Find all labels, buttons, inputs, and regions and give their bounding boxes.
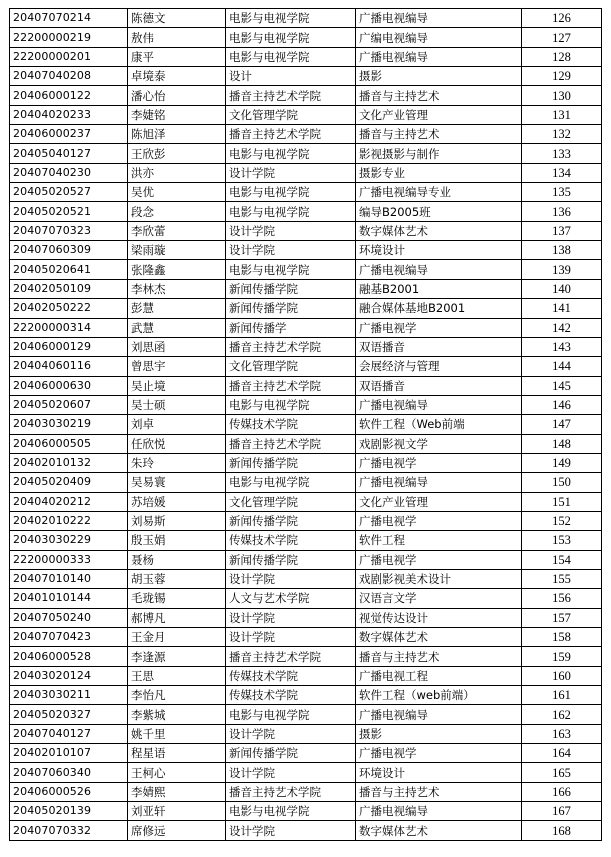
student-name-cell: 姚千里	[128, 724, 226, 743]
sequence-number-cell: 130	[522, 86, 602, 105]
table-row	[10, 705, 602, 724]
student-id-cell: 20407050240	[10, 608, 128, 627]
student-name-cell: 苏培媛	[128, 492, 226, 511]
major-cell: 数字媒体艺术	[356, 221, 522, 240]
major-cell: 编导B2005班	[356, 202, 522, 221]
student-id-cell: 20406000505	[10, 434, 128, 453]
student-id-cell: 22200000201	[10, 47, 128, 66]
table-row	[10, 279, 602, 298]
student-id-cell: 20402010107	[10, 744, 128, 763]
sequence-number-cell: 126	[522, 9, 602, 28]
table-row	[10, 802, 602, 821]
student-id-cell: 22200000333	[10, 550, 128, 569]
sequence-number-cell: 154	[522, 550, 602, 569]
sequence-number-cell: 128	[522, 47, 602, 66]
student-name-cell: 陈旭泽	[128, 125, 226, 144]
student-name-cell: 吴优	[128, 183, 226, 202]
sequence-number-cell: 141	[522, 299, 602, 318]
student-id-cell: 20407060340	[10, 763, 128, 782]
student-id-cell: 22200000219	[10, 28, 128, 47]
table-row	[10, 28, 602, 47]
student-name-cell: 聂杨	[128, 550, 226, 569]
student-name-cell: 段念	[128, 202, 226, 221]
college-cell: 设计学院	[226, 821, 356, 840]
sequence-number-cell: 148	[522, 434, 602, 453]
student-id-cell: 20405020527	[10, 183, 128, 202]
sequence-number-cell: 160	[522, 666, 602, 685]
major-cell: 播音与主持艺术	[356, 86, 522, 105]
major-cell: 广播电视学	[356, 453, 522, 472]
major-cell: 播音与主持艺术	[356, 125, 522, 144]
table-row	[10, 569, 602, 588]
table-row	[10, 395, 602, 414]
sequence-number-cell: 152	[522, 511, 602, 530]
student-name-cell: 朱玲	[128, 453, 226, 472]
major-cell: 融合媒体基地B2001	[356, 299, 522, 318]
major-cell: 软件工程（web前端）	[356, 686, 522, 705]
major-cell: 数字媒体艺术	[356, 628, 522, 647]
sequence-number-cell: 146	[522, 395, 602, 414]
sequence-number-cell: 132	[522, 125, 602, 144]
major-cell: 广播电视学	[356, 511, 522, 530]
student-name-cell: 吴止境	[128, 376, 226, 395]
table-row	[10, 589, 602, 608]
major-cell: 文化产业管理	[356, 492, 522, 511]
college-cell: 电影与电视学院	[226, 395, 356, 414]
college-cell: 电影与电视学院	[226, 183, 356, 202]
sequence-number-cell: 162	[522, 705, 602, 724]
student-name-cell: 卓境泰	[128, 67, 226, 86]
college-cell: 新闻传播学院	[226, 453, 356, 472]
student-id-cell: 20407070423	[10, 628, 128, 647]
student-id-cell: 20402050222	[10, 299, 128, 318]
sequence-number-cell: 157	[522, 608, 602, 627]
student-id-cell: 20405020139	[10, 802, 128, 821]
college-cell: 设计学院	[226, 724, 356, 743]
student-id-cell: 20406000129	[10, 337, 128, 356]
student-name-cell: 李婕铭	[128, 105, 226, 124]
student-id-cell: 20402010222	[10, 511, 128, 530]
sequence-number-cell: 138	[522, 241, 602, 260]
student-name-cell: 张隆鑫	[128, 260, 226, 279]
student-name-cell: 刘卓	[128, 415, 226, 434]
student-name-cell: 李林杰	[128, 279, 226, 298]
sequence-number-cell: 136	[522, 202, 602, 221]
major-cell: 播音与主持艺术	[356, 782, 522, 801]
sequence-number-cell: 165	[522, 763, 602, 782]
student-name-cell: 王欣彭	[128, 144, 226, 163]
student-name-cell: 席修远	[128, 821, 226, 840]
sequence-number-cell: 147	[522, 415, 602, 434]
college-cell: 新闻传播学院	[226, 550, 356, 569]
student-name-cell: 吴士硕	[128, 395, 226, 414]
table-row	[10, 299, 602, 318]
college-cell: 新闻传播学院	[226, 299, 356, 318]
table-row	[10, 144, 602, 163]
sequence-number-cell: 163	[522, 724, 602, 743]
table-row	[10, 628, 602, 647]
student-name-cell: 李婧熙	[128, 782, 226, 801]
major-cell: 广播电视编导	[356, 47, 522, 66]
college-cell: 播音主持艺术学院	[226, 647, 356, 666]
table-row	[10, 763, 602, 782]
college-cell: 新闻传播学院	[226, 511, 356, 530]
major-cell: 广播电视编导	[356, 802, 522, 821]
sequence-number-cell: 140	[522, 279, 602, 298]
sequence-number-cell: 167	[522, 802, 602, 821]
student-id-cell: 22200000314	[10, 318, 128, 337]
sequence-number-cell: 127	[522, 28, 602, 47]
roster-table	[9, 8, 602, 841]
major-cell: 广播电视编导	[356, 473, 522, 492]
major-cell: 广播电视编导专业	[356, 183, 522, 202]
student-name-cell: 王柯心	[128, 763, 226, 782]
college-cell: 播音主持艺术学院	[226, 782, 356, 801]
sequence-number-cell: 131	[522, 105, 602, 124]
major-cell: 影视摄影与制作	[356, 144, 522, 163]
major-cell: 双语播音	[356, 376, 522, 395]
student-id-cell: 20407010140	[10, 569, 128, 588]
sequence-number-cell: 168	[522, 821, 602, 840]
major-cell: 广播电视编导	[356, 260, 522, 279]
student-name-cell: 李欣蕾	[128, 221, 226, 240]
table-row	[10, 550, 602, 569]
student-id-cell: 20406000237	[10, 125, 128, 144]
student-name-cell: 李怡凡	[128, 686, 226, 705]
student-id-cell: 20402010132	[10, 453, 128, 472]
sequence-number-cell: 149	[522, 453, 602, 472]
sequence-number-cell: 139	[522, 260, 602, 279]
table-row	[10, 608, 602, 627]
student-id-cell: 20403030219	[10, 415, 128, 434]
college-cell: 电影与电视学院	[226, 802, 356, 821]
major-cell: 数字媒体艺术	[356, 821, 522, 840]
sequence-number-cell: 155	[522, 569, 602, 588]
college-cell: 播音主持艺术学院	[226, 376, 356, 395]
college-cell: 设计学院	[226, 241, 356, 260]
major-cell: 广编电视编导	[356, 28, 522, 47]
table-row	[10, 125, 602, 144]
college-cell: 电影与电视学院	[226, 144, 356, 163]
major-cell: 环境设计	[356, 763, 522, 782]
major-cell: 广播电视学	[356, 744, 522, 763]
student-name-cell: 李紫城	[128, 705, 226, 724]
college-cell: 新闻传播学院	[226, 279, 356, 298]
student-id-cell: 20406000630	[10, 376, 128, 395]
table-row	[10, 337, 602, 356]
sequence-number-cell: 137	[522, 221, 602, 240]
major-cell: 会展经济与管理	[356, 357, 522, 376]
major-cell: 广播电视学	[356, 318, 522, 337]
student-id-cell: 20405020409	[10, 473, 128, 492]
student-id-cell: 20407070323	[10, 221, 128, 240]
student-name-cell: 毛珑锡	[128, 589, 226, 608]
major-cell: 摄影专业	[356, 163, 522, 182]
sequence-number-cell: 156	[522, 589, 602, 608]
major-cell: 播音与主持艺术	[356, 647, 522, 666]
major-cell: 软件工程（Web前端	[356, 415, 522, 434]
student-id-cell: 20404020212	[10, 492, 128, 511]
table-row	[10, 202, 602, 221]
student-id-cell: 20404060116	[10, 357, 128, 376]
student-id-cell: 20407040230	[10, 163, 128, 182]
table-row	[10, 492, 602, 511]
table-row	[10, 744, 602, 763]
table-row	[10, 9, 602, 28]
student-name-cell: 潘心怡	[128, 86, 226, 105]
college-cell: 设计学院	[226, 763, 356, 782]
major-cell: 摄影	[356, 724, 522, 743]
college-cell: 人文与艺术学院	[226, 589, 356, 608]
sequence-number-cell: 129	[522, 67, 602, 86]
table-row	[10, 647, 602, 666]
table-row	[10, 782, 602, 801]
college-cell: 设计	[226, 67, 356, 86]
roster-table-body	[10, 9, 602, 841]
college-cell: 传媒技术学院	[226, 415, 356, 434]
college-cell: 新闻传播学	[226, 318, 356, 337]
student-id-cell: 20404020233	[10, 105, 128, 124]
table-row	[10, 67, 602, 86]
college-cell: 播音主持艺术学院	[226, 125, 356, 144]
table-row	[10, 105, 602, 124]
sequence-number-cell: 134	[522, 163, 602, 182]
student-name-cell: 刘易斯	[128, 511, 226, 530]
sequence-number-cell: 133	[522, 144, 602, 163]
student-id-cell: 20405040127	[10, 144, 128, 163]
college-cell: 新闻传播学院	[226, 744, 356, 763]
college-cell: 播音主持艺术学院	[226, 86, 356, 105]
student-id-cell: 20405020641	[10, 260, 128, 279]
table-row	[10, 473, 602, 492]
sequence-number-cell: 135	[522, 183, 602, 202]
table-row	[10, 163, 602, 182]
college-cell: 传媒技术学院	[226, 531, 356, 550]
student-name-cell: 曾思宇	[128, 357, 226, 376]
major-cell: 环境设计	[356, 241, 522, 260]
table-row	[10, 241, 602, 260]
student-name-cell: 梁雨璇	[128, 241, 226, 260]
student-name-cell: 殷玉娟	[128, 531, 226, 550]
major-cell: 广播电视工程	[356, 666, 522, 685]
student-id-cell: 20407060309	[10, 241, 128, 260]
student-id-cell: 20406000122	[10, 86, 128, 105]
student-name-cell: 郝博凡	[128, 608, 226, 627]
table-row	[10, 318, 602, 337]
college-cell: 电影与电视学院	[226, 705, 356, 724]
college-cell: 电影与电视学院	[226, 28, 356, 47]
college-cell: 设计学院	[226, 569, 356, 588]
student-id-cell: 20406000526	[10, 782, 128, 801]
major-cell: 摄影	[356, 67, 522, 86]
student-name-cell: 刘思函	[128, 337, 226, 356]
student-name-cell: 吴易寰	[128, 473, 226, 492]
student-name-cell: 王金月	[128, 628, 226, 647]
college-cell: 传媒技术学院	[226, 686, 356, 705]
college-cell: 电影与电视学院	[226, 202, 356, 221]
table-row	[10, 724, 602, 743]
student-id-cell: 20405020327	[10, 705, 128, 724]
college-cell: 文化管理学院	[226, 492, 356, 511]
table-row	[10, 357, 602, 376]
student-name-cell: 洪亦	[128, 163, 226, 182]
student-name-cell: 胡玉蓉	[128, 569, 226, 588]
student-id-cell: 20406000528	[10, 647, 128, 666]
table-row	[10, 221, 602, 240]
table-row	[10, 666, 602, 685]
college-cell: 设计学院	[226, 163, 356, 182]
major-cell: 双语播音	[356, 337, 522, 356]
college-cell: 设计学院	[226, 628, 356, 647]
major-cell: 广播电视编导	[356, 705, 522, 724]
college-cell: 播音主持艺术学院	[226, 434, 356, 453]
student-id-cell: 20407040208	[10, 67, 128, 86]
sequence-number-cell: 150	[522, 473, 602, 492]
sequence-number-cell: 159	[522, 647, 602, 666]
sequence-number-cell: 164	[522, 744, 602, 763]
sequence-number-cell: 151	[522, 492, 602, 511]
college-cell: 播音主持艺术学院	[226, 337, 356, 356]
college-cell: 电影与电视学院	[226, 47, 356, 66]
major-cell: 软件工程	[356, 531, 522, 550]
student-id-cell: 20407070332	[10, 821, 128, 840]
table-row	[10, 453, 602, 472]
major-cell: 广播电视编导	[356, 395, 522, 414]
student-name-cell: 康平	[128, 47, 226, 66]
student-id-cell: 20405020607	[10, 395, 128, 414]
student-name-cell: 彭慧	[128, 299, 226, 318]
student-id-cell: 20407070214	[10, 9, 128, 28]
table-row	[10, 686, 602, 705]
student-id-cell: 20402050109	[10, 279, 128, 298]
student-name-cell: 王思	[128, 666, 226, 685]
student-name-cell: 敖伟	[128, 28, 226, 47]
college-cell: 设计学院	[226, 608, 356, 627]
major-cell: 戏剧影视美术设计	[356, 569, 522, 588]
major-cell: 戏剧影视文学	[356, 434, 522, 453]
student-name-cell: 任欣悦	[128, 434, 226, 453]
major-cell: 视觉传达设计	[356, 608, 522, 627]
college-cell: 文化管理学院	[226, 105, 356, 124]
sequence-number-cell: 143	[522, 337, 602, 356]
student-name-cell: 陈德文	[128, 9, 226, 28]
table-row	[10, 531, 602, 550]
sequence-number-cell: 166	[522, 782, 602, 801]
college-cell: 文化管理学院	[226, 357, 356, 376]
college-cell: 传媒技术学院	[226, 666, 356, 685]
student-name-cell: 武慧	[128, 318, 226, 337]
table-row	[10, 47, 602, 66]
major-cell: 融基B2001	[356, 279, 522, 298]
student-id-cell: 20401010144	[10, 589, 128, 608]
roster-sheet	[9, 8, 601, 841]
student-id-cell: 20405020521	[10, 202, 128, 221]
college-cell: 电影与电视学院	[226, 9, 356, 28]
table-row	[10, 434, 602, 453]
college-cell: 电影与电视学院	[226, 473, 356, 492]
sequence-number-cell: 158	[522, 628, 602, 647]
sequence-number-cell: 144	[522, 357, 602, 376]
sequence-number-cell: 161	[522, 686, 602, 705]
student-id-cell: 20403030211	[10, 686, 128, 705]
student-id-cell: 20403030229	[10, 531, 128, 550]
table-row	[10, 260, 602, 279]
table-row	[10, 376, 602, 395]
student-id-cell: 20407040127	[10, 724, 128, 743]
table-row	[10, 86, 602, 105]
major-cell: 汉语言文学	[356, 589, 522, 608]
student-id-cell: 20403020124	[10, 666, 128, 685]
student-name-cell: 刘亚轩	[128, 802, 226, 821]
major-cell: 文化产业管理	[356, 105, 522, 124]
college-cell: 设计学院	[226, 221, 356, 240]
sequence-number-cell: 142	[522, 318, 602, 337]
major-cell: 广播电视编导	[356, 9, 522, 28]
sequence-number-cell: 153	[522, 531, 602, 550]
student-name-cell: 程星语	[128, 744, 226, 763]
college-cell: 电影与电视学院	[226, 260, 356, 279]
table-row	[10, 183, 602, 202]
table-row	[10, 821, 602, 840]
student-name-cell: 李逢源	[128, 647, 226, 666]
sequence-number-cell: 145	[522, 376, 602, 395]
table-row	[10, 511, 602, 530]
major-cell: 广播电视学	[356, 550, 522, 569]
table-row	[10, 415, 602, 434]
